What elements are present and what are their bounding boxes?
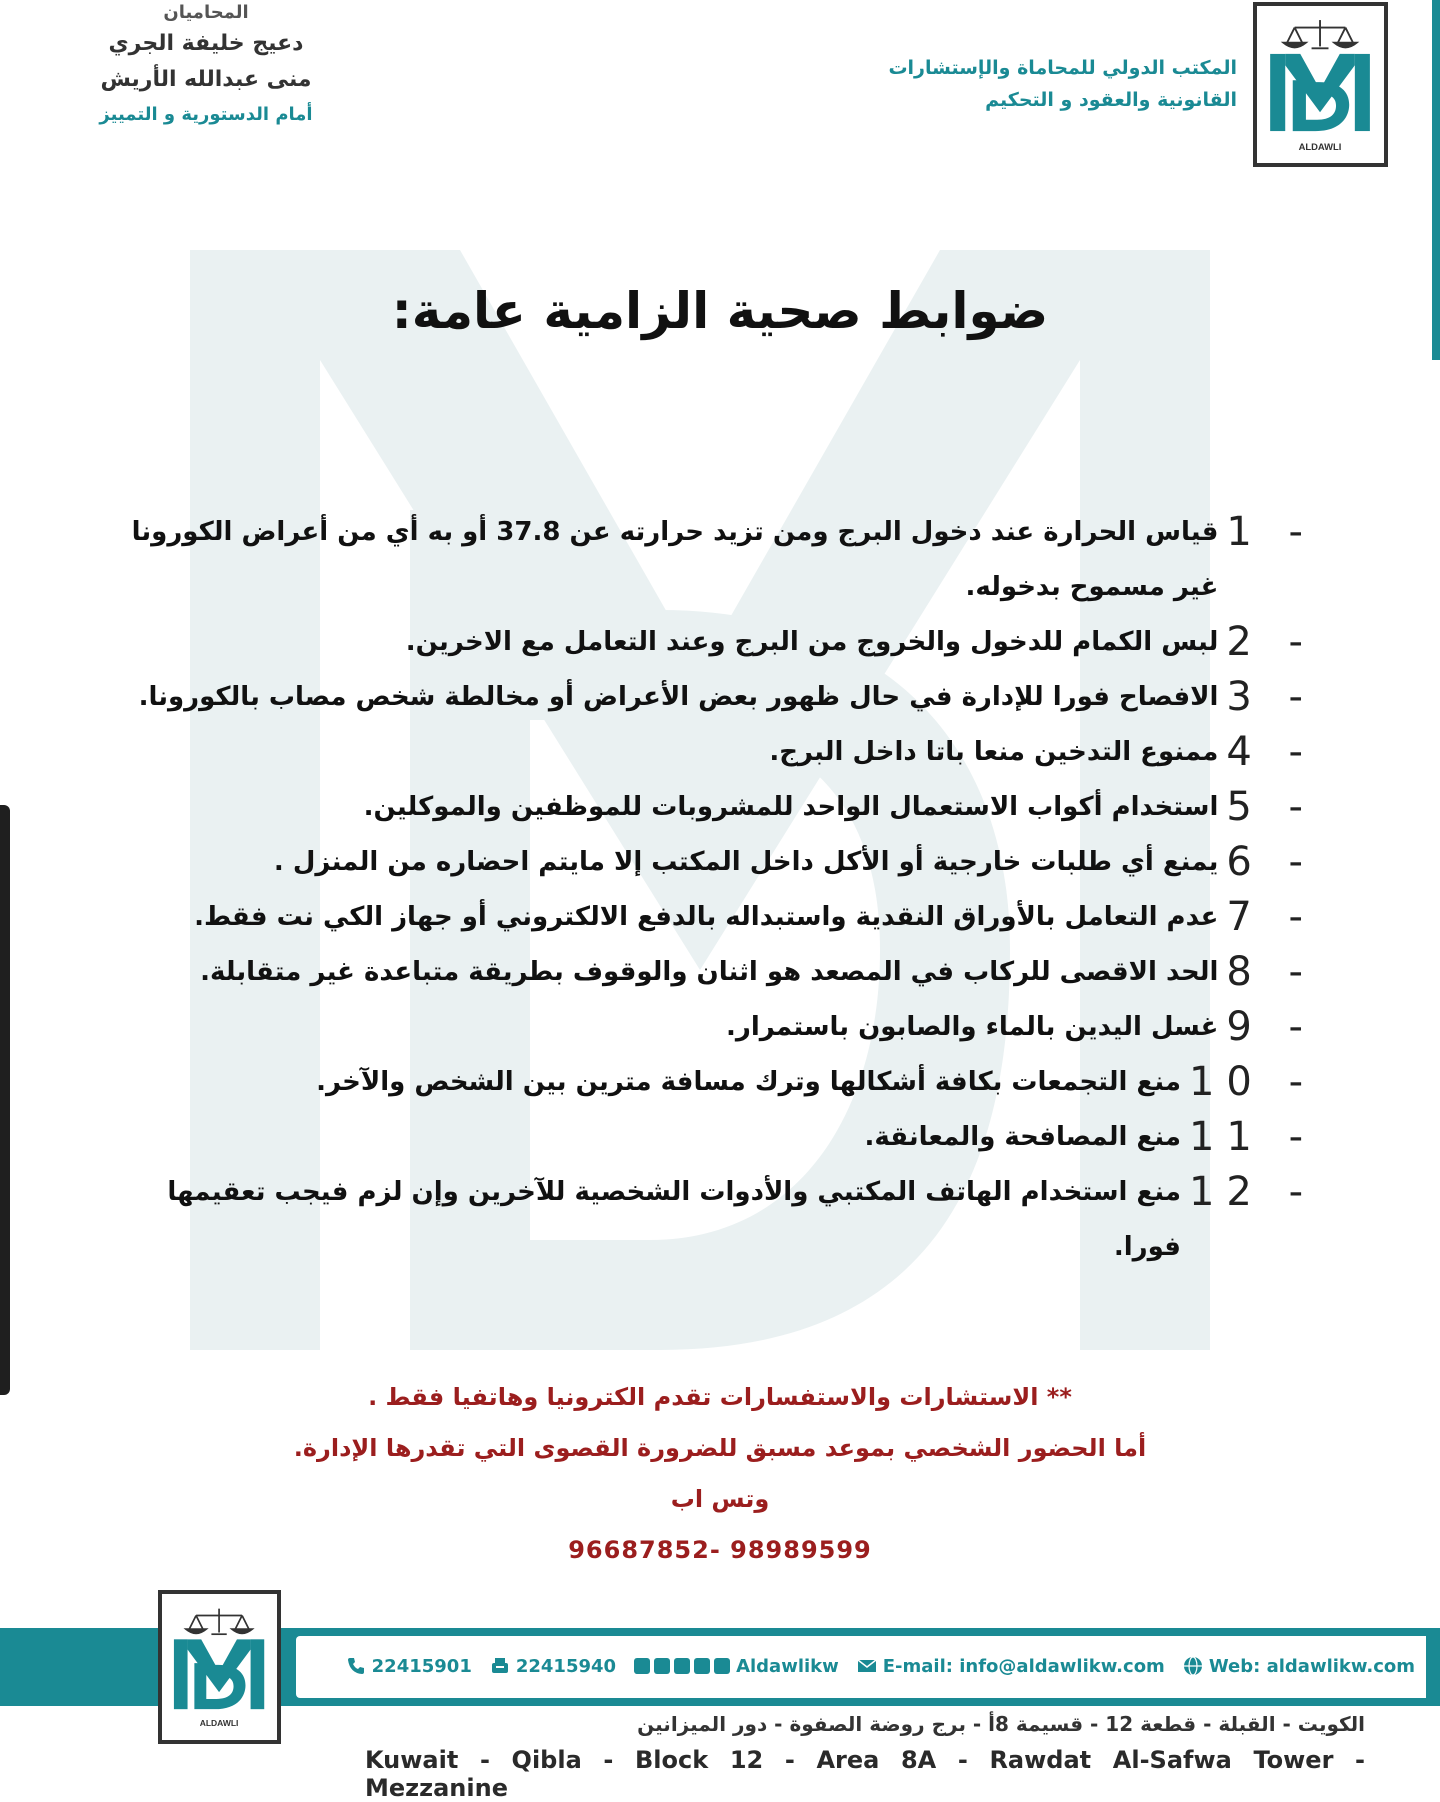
list-item xyxy=(125,1165,1315,1275)
lawyer-name-2: منى عبدالله الأريش xyxy=(100,67,312,92)
instagram-icon[interactable] xyxy=(654,1658,670,1674)
lawyers-title: المحاميان xyxy=(163,2,249,23)
rule-number: 6 - xyxy=(1226,839,1315,885)
whatsapp-label: وتس اب xyxy=(670,1485,770,1513)
rule-text: غسل اليدين بالماء والصابون باستمرار. xyxy=(725,1012,1219,1042)
office-logo xyxy=(1253,2,1388,167)
rule-text: ممنوع التدخين منعا باتا داخل البرج. xyxy=(769,737,1219,767)
rule-text: الافصاح فورا للإدارة في حال ظهور بعض الأعراض أو مخالطة شخص مصاب بالكورونا. xyxy=(138,682,1219,712)
list-item xyxy=(125,1110,1315,1165)
social-handle: Aldawlikw xyxy=(736,1655,839,1677)
office-name xyxy=(888,52,1237,116)
list-item xyxy=(125,1000,1315,1055)
scroll-handle[interactable] xyxy=(0,805,10,1395)
globe-icon xyxy=(1183,1656,1203,1676)
fax-icon xyxy=(490,1656,510,1676)
rule-text: منع التجمعات بكافة أشكالها وترك مسافة مترين بين الشخص والآخر. xyxy=(316,1067,1181,1097)
lawyers-block xyxy=(46,0,366,132)
rule-number: 3 - xyxy=(1226,674,1315,720)
list-item xyxy=(125,780,1315,835)
rule-number: 2 - xyxy=(1226,619,1315,665)
email-text: E-mail: info@aldawlikw.com xyxy=(882,1655,1165,1677)
notice-line-1: ** الاستشارات والاستفسارات تقدم الكترونيا وهاتفيا فقط . xyxy=(368,1383,1072,1411)
notice-line-2: أما الحضور الشخصي بموعد مسبق للضرورة القصوى التي تقدرها الإدارة. xyxy=(293,1434,1147,1462)
logo-brand-text: ALDAWLI xyxy=(199,1718,239,1729)
snapchat-icon[interactable] xyxy=(674,1658,690,1674)
fax-contact[interactable] xyxy=(490,1656,616,1677)
logo-mark-icon xyxy=(1257,6,1384,163)
rule-text: منع استخدام الهاتف المكتبي والأدوات الشخصية للآخرين وإن لزم فيجب تعقيمها فورا. xyxy=(167,1177,1181,1262)
rule-number: 7 - xyxy=(1226,894,1315,940)
email-contact[interactable] xyxy=(857,1656,1165,1677)
list-item xyxy=(125,725,1315,780)
list-item xyxy=(125,1055,1315,1110)
rule-number: 12 - xyxy=(1188,1169,1315,1215)
phone-icon xyxy=(346,1656,366,1676)
rule-number: 11 - xyxy=(1188,1114,1315,1160)
rule-text: قياس الحرارة عند دخول البرج ومن تزيد حرارته عن 37.8 أو به أي من أعراض الكورونا غير مسموح بدخوله. xyxy=(131,517,1219,602)
list-item xyxy=(125,835,1315,890)
web-text: Web: aldawlikw.com xyxy=(1208,1655,1415,1677)
rule-text: لبس الكمام للدخول والخروج من البرج وعند التعامل مع الاخرين. xyxy=(405,627,1219,657)
logo-mark-icon xyxy=(162,1594,277,1740)
rule-text: الحد الاقصى للركاب في المصعد هو اثنان والوقوف بطريقة متباعدة غير متقابلة. xyxy=(200,957,1219,987)
rule-text: استخدام أكواب الاستعمال الواحد للمشروبات للموظفين والموكلين. xyxy=(363,792,1219,822)
rule-number: 8 - xyxy=(1226,949,1315,995)
web-contact[interactable] xyxy=(1183,1656,1415,1677)
office-name-line1: المكتب الدولي للمحاماة والإستشارات xyxy=(888,57,1237,79)
footer-logo xyxy=(158,1590,281,1744)
rule-text: عدم التعامل بالأوراق النقدية واستبداله بالدفع الالكتروني أو جهاز الكي نت فقط. xyxy=(194,902,1219,932)
list-item xyxy=(125,615,1315,670)
phone-contact[interactable] xyxy=(346,1656,472,1677)
rule-number: 4 - xyxy=(1226,729,1315,775)
phone-number: 22415901 xyxy=(371,1655,472,1677)
list-item xyxy=(125,670,1315,725)
page-title: ضوابط صحية الزامية عامة: xyxy=(391,282,1049,340)
rule-text: يمنع أي طلبات خارجية أو الأكل داخل المكتب إلا مايتم احضاره من المنزل . xyxy=(273,847,1219,877)
page-edge-accent xyxy=(1432,0,1440,360)
rule-number: 1 - xyxy=(1226,509,1315,555)
rule-text: منع المصافحة والمعانقة. xyxy=(864,1122,1181,1152)
address-english: Kuwait - Qibla - Block 12 - Area 8A - Rawdat Al-Safwa Tower - Mezzanine xyxy=(365,1746,1365,1802)
lawyers-court: أمام الدستورية و التمييز xyxy=(99,104,313,125)
fax-number: 22415940 xyxy=(515,1655,617,1677)
footer-contacts xyxy=(300,1648,1415,1684)
rule-number: 9 - xyxy=(1226,1004,1315,1050)
contact-notice xyxy=(220,1372,1220,1576)
rule-number: 5 - xyxy=(1226,784,1315,830)
social-links[interactable] xyxy=(634,1656,839,1677)
twitter-icon[interactable] xyxy=(694,1658,710,1674)
mail-icon xyxy=(857,1656,877,1676)
address-arabic: الكويت - القبلة - قطعة 12 - قسيمة 8أ - برج روضة الصفوة - دور الميزانين xyxy=(637,1712,1365,1736)
list-item xyxy=(125,945,1315,1000)
lawyer-name-1: دعيج خليفة الجري xyxy=(108,31,304,56)
rule-number: 10 - xyxy=(1188,1059,1315,1105)
office-name-line2: القانونية والعقود و التحكيم xyxy=(985,89,1237,111)
logo-brand-text: ALDAWLI xyxy=(1298,140,1342,152)
whatsapp-numbers[interactable]: 96687852- 98989599 xyxy=(568,1536,872,1564)
facebook-icon[interactable] xyxy=(634,1658,650,1674)
rules-list xyxy=(125,505,1315,1275)
list-item xyxy=(125,890,1315,945)
list-item xyxy=(125,505,1315,615)
youtube-icon[interactable] xyxy=(714,1658,730,1674)
